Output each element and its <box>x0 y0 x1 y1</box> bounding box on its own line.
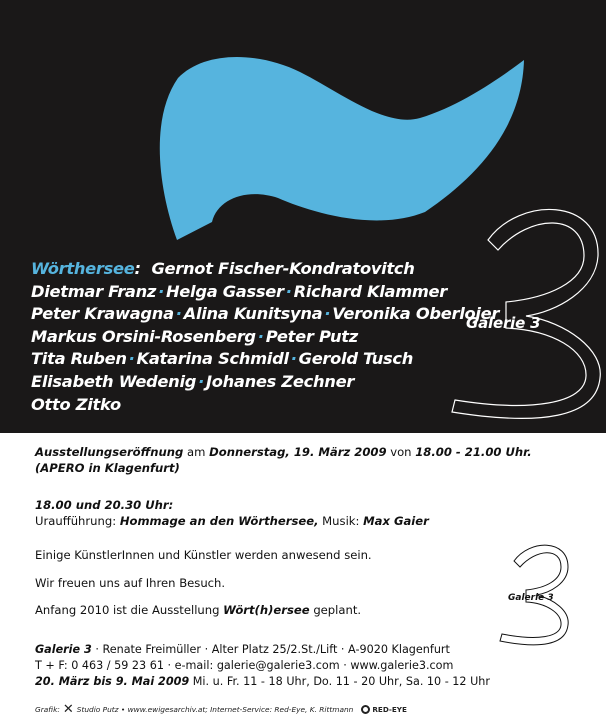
artist-name: Peter Krawagna <box>31 304 174 324</box>
artist-line-2 <box>31 281 451 304</box>
separator-dot: · <box>158 281 164 301</box>
future-post: geplant. <box>313 603 362 617</box>
gallery-name: Galerie 3 <box>35 643 92 656</box>
future-pre: Anfang 2010 ist die Ausstellung <box>35 603 220 617</box>
artist-line-3 <box>31 303 500 326</box>
address-text: · Renate Freimüller · Alter Platz 25/2.St./Lift · A-9020 Klagenfurt <box>91 643 450 656</box>
exhibition-dates: 20. März bis 9. Mai 2009 <box>35 675 190 688</box>
artist-line-5 <box>31 348 451 371</box>
apero-note: (APERO in Klagenfurt) <box>35 461 180 475</box>
red-eye-logo <box>361 705 407 714</box>
title-colon: : <box>134 259 141 278</box>
artist-name: Otto Zitko <box>31 394 121 414</box>
small-galerie-label: Galerie 3 <box>508 593 554 603</box>
opening-date: Donnerstag, 19. März 2009 <box>209 445 387 459</box>
artist-line-1 <box>31 258 451 281</box>
artist-name: Katarina Schmidl <box>136 349 289 369</box>
artist-line-7 <box>31 394 451 417</box>
artist-name: Tita Ruben <box>31 349 127 369</box>
studio-putz-logo-icon: ✕ <box>62 702 74 717</box>
artist-name: Richard Klammer <box>293 281 448 301</box>
red-eye-logo-text: RED-EYE <box>372 705 407 714</box>
artist-name: Gernot Fischer-Kondratovitch <box>151 259 415 278</box>
opening-hours: Mi. u. Fr. 11 - 18 Uhr, Do. 11 - 20 Uhr, Sa. 10 - 12 Uhr <box>192 675 490 688</box>
future-title: Wört(h)ersee <box>223 603 310 617</box>
credits-line <box>35 702 407 717</box>
artist-name: Dietmar Franz <box>31 281 157 301</box>
opening-time: 18.00 - 21.00 Uhr. <box>415 445 532 459</box>
welcome-note: Wir freuen uns auf Ihren Besuch. <box>35 576 226 590</box>
address-line <box>35 643 450 656</box>
separator-dot: · <box>285 281 292 301</box>
red-eye-ring-icon <box>361 705 370 714</box>
artist-name: Markus Orsini-Rosenberg <box>31 326 256 346</box>
grafik-label: Grafik: <box>35 705 60 714</box>
artist-line-6 <box>31 371 451 394</box>
info-panel <box>0 433 606 719</box>
separator-dot: · <box>128 349 135 369</box>
title-word: Wörthersee <box>31 259 135 278</box>
artist-name: Alina Kunitsyna <box>183 304 323 324</box>
artist-name: Veronika Oberlojer <box>332 304 500 324</box>
separator-dot: · <box>324 304 331 324</box>
opening-am: am <box>187 445 206 459</box>
artist-name: Elisabeth Wedenig <box>31 371 197 391</box>
opening-label: Ausstellungseröffnung <box>35 445 184 459</box>
artist-name: Johanes Zechner <box>205 371 355 391</box>
separator-dot: · <box>175 304 182 324</box>
dates-hours-line <box>35 675 490 688</box>
artist-name: Helga Gasser <box>165 281 284 301</box>
performance-times: 18.00 und 20.30 Uhr: <box>35 498 174 512</box>
music-name: Max Gaier <box>363 514 429 528</box>
opening-von: von <box>390 445 412 459</box>
credits-text: Studio Putz • www.ewigesarchiv.at; Internet-Service: Red-Eye, K. Rittmann <box>76 705 354 714</box>
attendance-note: Einige KünstlerInnen und Künstler werden anwesend sein. <box>35 548 372 562</box>
artist-name: Peter Putz <box>265 326 358 346</box>
separator-dot: · <box>290 349 297 369</box>
phone-email-line: T + F: 0 463 / 59 23 61 · e-mail: galerie@galerie3.com · www.galerie3.com <box>35 659 454 672</box>
premiere-title: Hommage an den Wörthersee, <box>119 514 319 528</box>
artist-name: Gerold Tusch <box>298 349 414 369</box>
music-label: Musik: <box>322 514 360 528</box>
artist-line-4 <box>31 326 451 349</box>
galerie-label: Galerie 3 <box>466 314 541 332</box>
premiere-label: Uraufführung: <box>35 514 117 528</box>
separator-dot: · <box>198 371 204 391</box>
separator-dot: · <box>257 326 264 346</box>
artist-list <box>31 258 500 416</box>
